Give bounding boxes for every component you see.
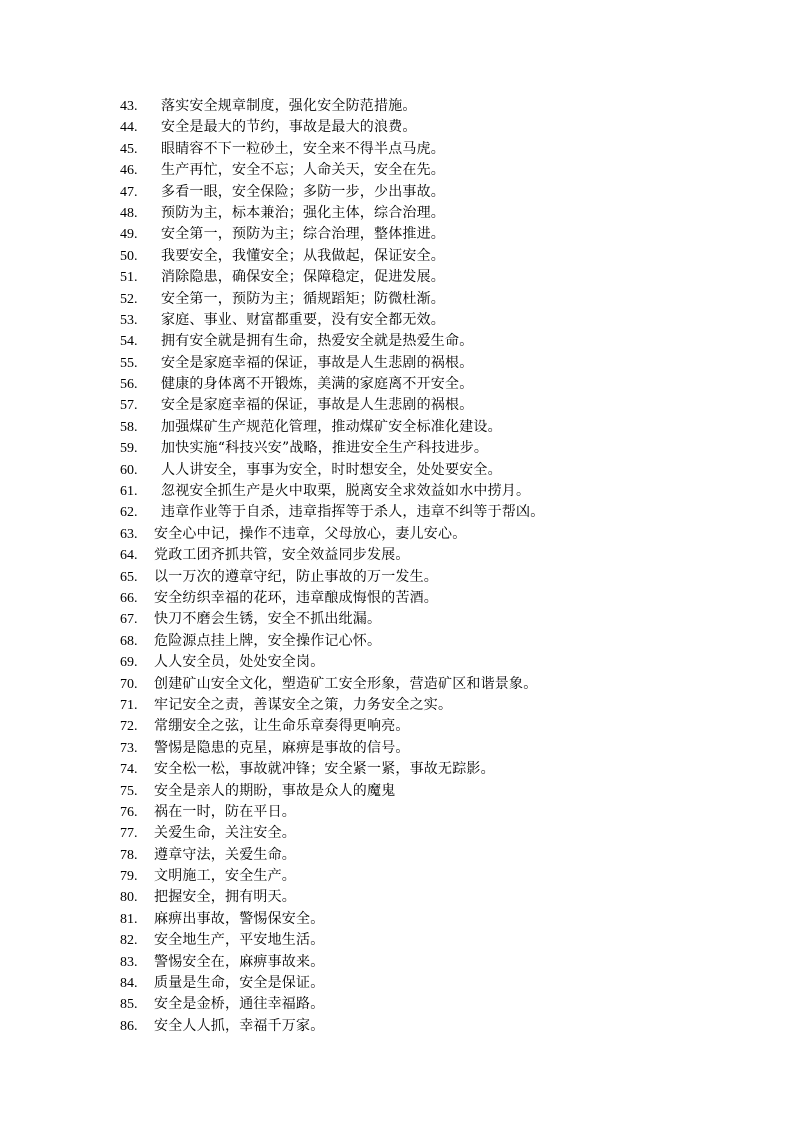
item-number: 74. (120, 762, 138, 778)
list-item (120, 759, 544, 780)
list-item (120, 331, 544, 352)
list-item (120, 117, 544, 138)
item-number: 54. (120, 334, 138, 350)
item-number: 69. (120, 655, 138, 671)
item-text: 眼睛容不下一粒砂土，安全来不得半点马虎。 (161, 140, 445, 157)
item-text: 文明施工，安全生产。 (154, 868, 296, 885)
list-item (120, 738, 544, 759)
item-number: 51. (120, 270, 138, 286)
item-text: 安全是金桥，通往幸福路。 (154, 996, 325, 1013)
item-number: 57. (120, 398, 138, 414)
item-text: 安全是亲人的期盼，事故是众人的魔鬼 (154, 782, 396, 799)
list-item (120, 781, 544, 802)
list-item (120, 909, 544, 930)
list-item (120, 438, 544, 459)
list-item (120, 353, 544, 374)
list-item (120, 481, 544, 502)
item-text: 忽视安全抓生产是火中取栗，脱离安全求效益如水中捞月。 (161, 483, 531, 500)
item-text: 预防为主，标本兼治；强化主体，综合治理。 (161, 204, 445, 221)
list-item (120, 652, 544, 673)
list-item (120, 845, 544, 866)
item-text: 安全人人抓，幸福千万家。 (154, 1017, 325, 1034)
list-item (120, 267, 544, 288)
item-number: 55. (120, 355, 138, 371)
item-number: 44. (120, 120, 138, 136)
list-item (120, 823, 544, 844)
item-number: 50. (120, 248, 138, 264)
list-item (120, 96, 544, 117)
item-text: 落实安全规章制度，强化安全防范措施。 (161, 98, 417, 114)
item-text: 健康的身体离不开锻炼，美满的家庭离不开安全。 (161, 376, 474, 393)
list-item (120, 460, 544, 481)
list-item (120, 417, 544, 438)
item-text: 加快实施“科技兴安”战略，推进安全生产科技进步。 (161, 440, 489, 457)
item-text: 把握安全，拥有明天。 (154, 889, 296, 906)
item-text: 牢记安全之责，善谋安全之策，力务安全之实。 (154, 696, 453, 713)
item-text: 警惕安全在，麻痹事故来。 (154, 953, 325, 970)
item-number: 43. (120, 99, 138, 114)
item-text: 我要安全，我懂安全；从我做起，保证安全。 (161, 247, 445, 264)
list-item (120, 374, 544, 395)
item-text: 警惕是隐患的克星，麻痹是事故的信号。 (154, 739, 410, 756)
item-text: 安全是家庭幸福的保证，事故是人生悲剧的祸根。 (161, 397, 474, 414)
item-text: 消除隐患，确保安全；保障稳定，促进发展。 (161, 269, 445, 286)
list-item (120, 716, 544, 737)
list-item (120, 695, 544, 716)
list-item (120, 973, 544, 994)
item-text: 人人安全员，处处安全岗。 (154, 654, 325, 671)
item-number: 66. (120, 590, 138, 606)
item-text: 安全心中记，操作不违章，父母放心，妻儿安心。 (154, 525, 467, 542)
list-item (120, 224, 544, 245)
item-number: 79. (120, 869, 138, 885)
item-number: 56. (120, 377, 138, 393)
item-text: 安全是最大的节约，事故是最大的浪费。 (161, 119, 417, 136)
item-number: 47. (120, 184, 138, 200)
list-item (120, 674, 544, 695)
item-number: 46. (120, 163, 138, 179)
item-number: 67. (120, 612, 138, 628)
list-item (120, 994, 544, 1015)
item-text: 危险源点挂上牌，安全操作记心怀。 (154, 632, 382, 649)
item-text: 违章作业等于自杀，违章指挥等于杀人，违章不纠等于帮凶。 (161, 504, 545, 521)
item-number: 62. (120, 505, 138, 521)
list-item (120, 246, 544, 267)
item-text: 安全第一，预防为主；综合治理，整体推进。 (161, 226, 445, 243)
slogan-list (120, 96, 544, 1037)
item-text: 党政工团齐抓共管，安全效益同步发展。 (154, 547, 410, 564)
item-text: 拥有安全就是拥有生命，热爱安全就是热爱生命。 (161, 333, 474, 350)
item-text: 家庭、事业、财富都重要，没有安全都无效。 (161, 311, 445, 328)
item-number: 48. (120, 205, 138, 221)
item-text: 人人讲安全，事事为安全，时时想安全，处处要安全。 (161, 461, 502, 478)
item-number: 60. (120, 462, 138, 478)
item-text: 安全地生产，平安地生活。 (154, 932, 325, 949)
item-text: 安全第一，预防为主；循规蹈矩；防微杜渐。 (161, 290, 445, 307)
list-item (120, 545, 544, 566)
list-item (120, 567, 544, 588)
list-item (120, 866, 544, 887)
list-item (120, 139, 544, 160)
item-text: 安全是家庭幸福的保证，事故是人生悲剧的祸根。 (161, 354, 474, 371)
item-number: 83. (120, 954, 138, 970)
item-number: 80. (120, 890, 138, 906)
list-item (120, 502, 544, 523)
item-number: 61. (120, 484, 138, 500)
item-text: 常绷安全之弦，让生命乐章奏得更响亮。 (154, 718, 410, 735)
item-number: 49. (120, 227, 138, 243)
item-number: 71. (120, 697, 138, 713)
item-text: 安全松一松，事故就冲锋；安全紧一紧，事故无踪影。 (154, 761, 495, 778)
item-number: 68. (120, 633, 138, 649)
item-text: 快刀不磨会生锈，安全不抓出纰漏。 (154, 611, 382, 628)
item-number: 45. (120, 141, 138, 157)
item-text: 麻痹出事故，警惕保安全。 (154, 910, 325, 927)
item-text: 以一万次的遵章守纪，防止事故的万一发生。 (154, 568, 438, 585)
item-number: 77. (120, 826, 138, 842)
item-number: 82. (120, 933, 138, 949)
item-text: 生产再忙，安全不忘；人命关天，安全在先。 (161, 162, 445, 179)
list-item (120, 802, 544, 823)
item-text: 加强煤矿生产规范化管理，推动煤矿安全标准化建设。 (161, 418, 502, 435)
list-item (120, 160, 544, 181)
item-text: 遵章守法，关爱生命。 (154, 846, 296, 863)
item-number: 59. (120, 441, 138, 457)
item-number: 85. (120, 997, 138, 1013)
list-item (120, 1016, 544, 1037)
item-number: 70. (120, 676, 138, 692)
item-number: 58. (120, 419, 138, 435)
item-number: 73. (120, 740, 138, 756)
item-text: 关爱生命，关注安全。 (154, 825, 296, 842)
item-number: 86. (120, 1018, 138, 1034)
list-item (120, 524, 544, 545)
list-item (120, 588, 544, 609)
list-item (120, 310, 544, 331)
item-number: 65. (120, 569, 138, 585)
list-item (120, 609, 544, 630)
list-item (120, 289, 544, 310)
list-item (120, 182, 544, 203)
item-text: 安全纺织幸福的花环，违章酿成悔恨的苦酒。 (154, 589, 438, 606)
item-number: 72. (120, 719, 138, 735)
item-number: 84. (120, 976, 138, 992)
item-number: 76. (120, 804, 138, 820)
item-text: 创建矿山安全文化，塑造矿工安全形象，营造矿区和谐景象。 (154, 675, 538, 692)
list-item (120, 930, 544, 951)
item-text: 祸在一时，防在平日。 (154, 803, 296, 820)
item-text: 多看一眼，安全保险；多防一步，少出事故。 (161, 183, 445, 200)
item-number: 64. (120, 548, 138, 564)
list-item (120, 887, 544, 908)
list-item (120, 395, 544, 416)
list-item (120, 631, 544, 652)
item-number: 81. (120, 911, 138, 927)
item-number: 75. (120, 783, 138, 799)
item-number: 78. (120, 847, 138, 863)
item-text: 质量是生命，安全是保证。 (154, 975, 325, 992)
list-item (120, 203, 544, 224)
item-number: 63. (120, 526, 138, 542)
item-number: 53. (120, 312, 138, 328)
list-item (120, 952, 544, 973)
item-number: 52. (120, 291, 138, 307)
